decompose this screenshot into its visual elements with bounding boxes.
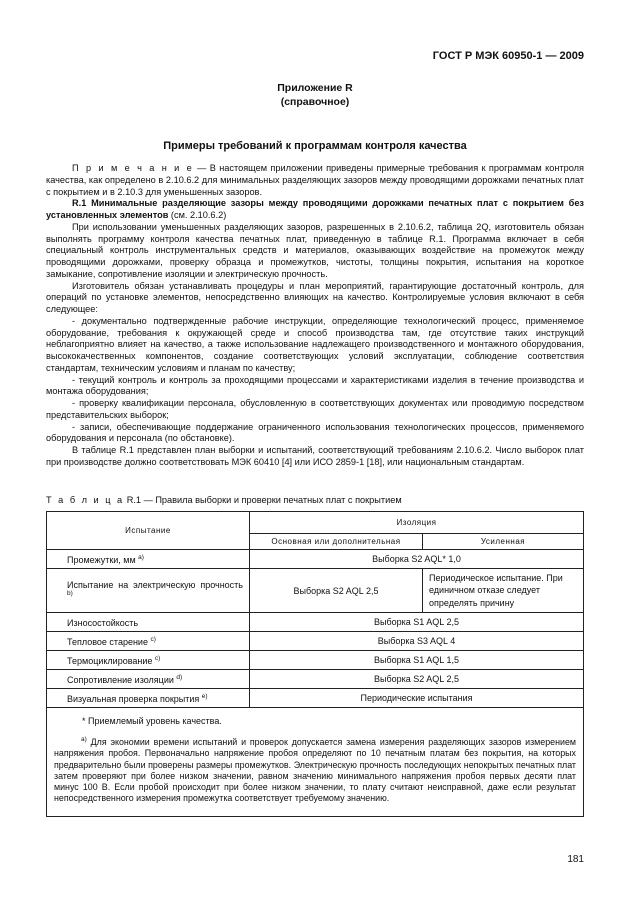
body-text <box>46 163 584 469</box>
footnote-a <box>54 734 576 805</box>
list-item: - проверку квалификации персонала, обусловленную в соответствующих документах или проводимую посредством представительских выборок; <box>46 398 584 420</box>
paragraph-1: При использовании уменьшенных разделяющих зазоров, разрешенных в 2.10.6.2, таблица 2Q, изготовитель обязан выполнять программу контроля качества печатных плат, приведенную в таблице R.1. Программа включает в себя специальный контроль инструментальных средств и материалов, оказывающих воздействие на промежуток между проводящими дорожками, проверку образца и промежутков, чистоты, толщины покрытия, испытания на короткое замыкание, сопротивление изоляции и электрическую прочность. <box>46 221 584 279</box>
footnote-a-text <box>54 734 576 805</box>
footnote-a-body: Для экономии времени испытаний и проверок допускается замена измерения разделяющих зазоров измерением напряжения пробоя. Первоначально напряжение пробоя определяют по 10 печатным платам без покрытия, на которых предварительно были проверены размеры промежутков. Электрическую прочность последующих непокрытых печатных плат затем проверяют при более низком значении, равном значению минимального напряжения пробоя первых десяти плат минус 100 В. Если пробой происходит при более низком значении, то плату считают неисправной, даже если результат непосредственного измерения промежутка соответствует требуемому значению. <box>54 736 576 804</box>
row-test-name: Термоциклирование <box>67 655 153 666</box>
table-row <box>47 613 584 632</box>
row-test <box>47 550 250 569</box>
section-heading-text: R.1 Минимальные разделяющие зазоры между проводящими дорожками печатных плат с покрытием без установленных элементов <box>46 198 584 220</box>
row-value: Выборка S3 AQL 4 <box>250 632 584 651</box>
row-test-name: Износостойкость <box>67 617 139 628</box>
row-test <box>47 613 250 632</box>
row-value: Выборка S1 AQL 2,5 <box>250 613 584 632</box>
footnote-ref: e) <box>201 692 208 700</box>
section-heading-ref: (см. 2.10.6.2) <box>168 210 227 220</box>
row-test-name: Испытание на электрическую прочность <box>67 580 243 590</box>
note-text: — В настоящем приложении приведены примерные требования к программам контроля качества, как определено в 2.10.6.2 для минимальных разделяющих зазоров между проводящими дорожками печатных плат с покрытием и в 2.10.3 для уменьшенных зазоров. <box>46 163 584 197</box>
row-test <box>47 651 250 670</box>
row-test-name: Визуальная проверка покрытия <box>67 693 200 704</box>
footnote-a-mark: a) <box>81 736 87 743</box>
column-header-reinforced: Усиленная <box>423 534 584 550</box>
table-row <box>47 670 584 689</box>
table-row <box>47 569 584 613</box>
table-row <box>47 632 584 651</box>
table-row <box>47 651 584 670</box>
footnote-ref: d) <box>176 673 183 681</box>
footnote-ref: a) <box>138 553 144 561</box>
row-test-name: Промежутки, мм <box>67 554 136 565</box>
column-header-test: Испытание <box>47 512 250 550</box>
row-value: Периодические испытания <box>250 689 584 708</box>
row-value-basic: Выборка S2 AQL 2,5 <box>250 569 423 613</box>
row-value-reinforced: Периодическое испытание. При единичном отказе следует определять причину <box>423 569 584 613</box>
note-label: П р и м е ч а н и е <box>72 163 194 173</box>
sampling-table <box>46 511 584 708</box>
table-row <box>47 689 584 708</box>
list-item: - документально подтвержденные рабочие инструкции, определяющие технологический процесс, применяемое оборудование, требования к окружающей среде и способ производства там, где отсутствие таких инструкций неблагоприятно влияет на качество, а также использование надлежащего производственного и монтажного оборудования, высококачественных компонентов, создание соответствующих условий эксплуатации, соблюдение соответствия стандартам, техническим условиям и планам по качеству; <box>46 315 584 373</box>
table-caption-text: R.1 — Правила выборки и проверки печатных плат с покрытием <box>124 495 402 505</box>
column-header-basic: Основная или дополнительная <box>250 534 423 550</box>
table-row <box>47 550 584 569</box>
table-caption <box>46 495 402 505</box>
footnote-star: * Приемлемый уровень качества. <box>82 716 222 726</box>
row-value: Выборка S1 AQL 1,5 <box>250 651 584 670</box>
row-test <box>47 632 250 651</box>
note-paragraph <box>46 163 584 198</box>
annex-title: Приложение R <box>277 82 353 94</box>
table-caption-label: Т а б л и ц а <box>46 495 125 505</box>
page-number: 181 <box>567 854 584 865</box>
paragraph-2: Изготовитель обязан устанавливать процедуры и план мероприятий, гарантирующие достаточный контроль, для операций по установке элементов, непосредственно влияющих на качество. Контролируемые условия включают в себя следующее: <box>46 280 584 314</box>
footnote-ref: c) <box>154 654 161 662</box>
footnote-ref: c) <box>150 635 156 643</box>
row-value: Выборка S2 AQL* 1,0 <box>250 550 584 569</box>
annex-heading: Примеры требований к программам контроля качества <box>163 140 467 152</box>
row-test <box>47 569 250 613</box>
list-item: - записи, обеспечивающие поддержание ограниченного использования технологических процессов, применяемого оборудования и персонала (по обстановке). <box>46 421 584 444</box>
row-value: Выборка S2 AQL 2,5 <box>250 670 584 689</box>
row-test <box>47 689 250 708</box>
paragraph-3: В таблице R.1 представлен план выборки и испытаний, соответствующий требованиям 2.10.6.2. Число выборок плат при производстве должно соответствовать МЭК 60410 [4] или ИСО 2859-1 [18], или национальным стандартам. <box>46 445 584 467</box>
footnote-ref: b) <box>67 590 73 597</box>
row-test-name: Сопротивление изоляции <box>67 674 174 685</box>
row-test-name: Тепловое старение <box>67 636 148 647</box>
row-test <box>47 670 250 689</box>
document-header: ГОСТ Р МЭК 60950-1 — 2009 <box>432 50 584 62</box>
section-heading <box>46 198 584 222</box>
list-item: - текущий контроль и контроль за проходящими процессами и характеристиками изделия в течение производства и монтажа оборудования; <box>46 374 584 397</box>
column-header-insulation: Изоляция <box>250 512 584 534</box>
annex-subtitle: (справочное) <box>280 96 350 108</box>
